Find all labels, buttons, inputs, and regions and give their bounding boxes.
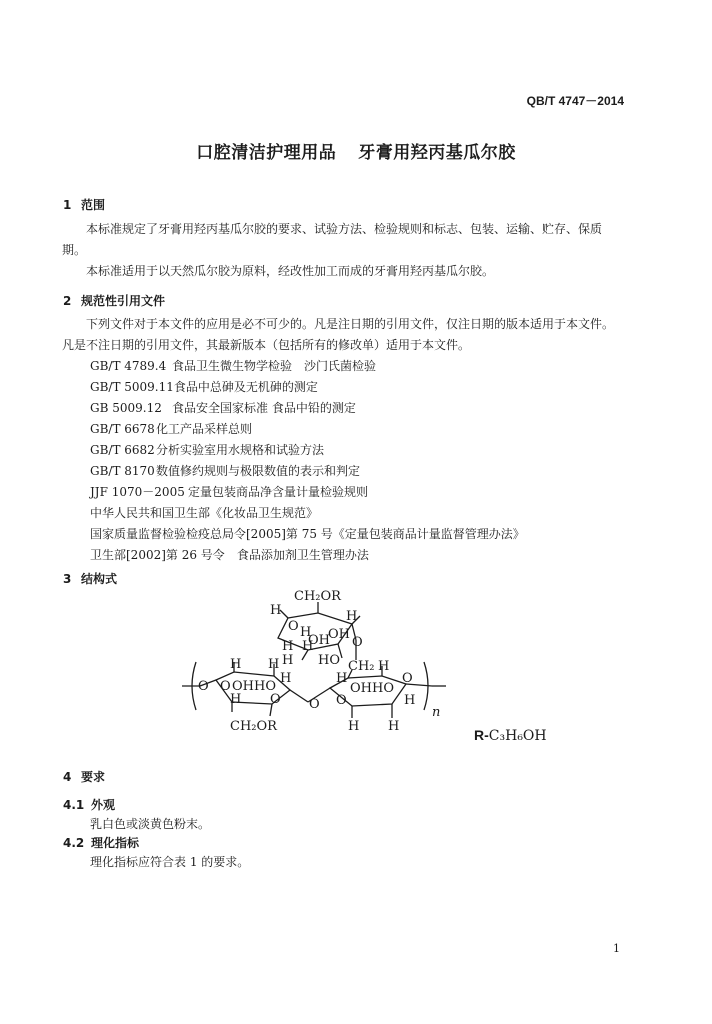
section-2-heading: 2 规范性引用文件 <box>63 294 166 308</box>
reference-item: JJF 1070－2005 定量包装商品净含量计量检验规则 <box>90 485 369 499</box>
r-group-definition: R-C₃H₆OH <box>474 727 547 744</box>
label-o: O <box>336 693 347 708</box>
reference-item: GB/T 4789.4 食品卫生微生物学检验 沙门氏菌检验 <box>90 359 377 373</box>
label-h: H <box>282 653 294 668</box>
label-h: H <box>378 659 390 674</box>
label-oh: OH <box>308 633 330 648</box>
label-ch2or-top: CH₂OR <box>294 589 341 604</box>
label-h: H <box>302 639 314 654</box>
reference-item: GB/T 5009.11食品中总砷及无机砷的测定 <box>90 380 318 394</box>
section-3-heading: 3 结构式 <box>63 572 118 586</box>
label-o: O <box>309 697 320 712</box>
label-o: O <box>352 635 363 650</box>
label-h: H <box>346 609 358 624</box>
label-h: H <box>282 639 294 654</box>
reference-item: GB/T 6678化工产品采样总则 <box>90 422 253 436</box>
label-h: H <box>404 693 416 708</box>
label-ohho-right: OHHO <box>350 681 394 696</box>
reference-item: 中华人民共和国卫生部《化妆品卫生规范》 <box>90 506 319 520</box>
title-part2: 牙膏用羟丙基瓜尔胶 <box>358 143 516 163</box>
label-o: O <box>402 671 413 686</box>
reference-item: 卫生部[2002]第 26 号令 食品添加剂卫生管理办法 <box>90 548 369 562</box>
section-4-2-heading: 4.2 理化指标 <box>63 836 140 850</box>
sec4-2-text: 理化指标应符合表 1 的要求。 <box>90 855 250 869</box>
sec2-intro-line-2: 凡是不注日期的引用文件，其最新版本（包括所有的修改单）适用于本文件。 <box>62 338 471 352</box>
label-h: H <box>230 692 242 707</box>
label-h: H <box>268 657 280 672</box>
structural-formula-diagram <box>170 580 470 745</box>
reference-item: GB 5009.12 食品安全国家标准 食品中铅的测定 <box>90 401 356 415</box>
label-h: H <box>230 657 242 672</box>
sec1-paragraph-1-line-1: 本标准规定了牙膏用羟丙基瓜尔胶的要求、试验方法、检验规则和标志、包装、运输、贮存、保质 <box>86 222 603 236</box>
label-n: n <box>432 705 441 720</box>
label-h: H <box>336 671 348 686</box>
label-h: H <box>280 671 292 686</box>
reference-item: 国家质量监督检验检疫总局令[2005]第 75 号《定量包装商品计量监督管理办法》 <box>90 527 525 541</box>
title-part1: 口腔清洁护理用品 <box>196 143 337 163</box>
sec1-paragraph-2: 本标准适用于以天然瓜尔胶为原料，经改性加工而成的牙膏用羟丙基瓜尔胶。 <box>86 264 495 278</box>
sec4-1-text: 乳白色或淡黄色粉末。 <box>90 817 211 831</box>
page-number: 1 <box>613 942 620 955</box>
section-4-1-heading: 4.1 外观 <box>63 798 116 812</box>
reference-item: GB/T 6682分析实验室用水规格和试验方法 <box>90 443 325 457</box>
sec1-paragraph-1-line-2: 期。 <box>62 243 87 257</box>
label-h: H <box>300 625 312 640</box>
label-ch2: CH₂ <box>348 659 375 674</box>
label-h: H <box>388 719 400 734</box>
label-ohho-left: OHHO <box>232 679 276 694</box>
page-title <box>0 138 712 163</box>
label-ch2or-bottom: CH₂OR <box>230 719 277 734</box>
label-o: O <box>288 619 299 634</box>
section-1-heading: 1 范围 <box>63 198 106 212</box>
standard-code: QB/T 4747－2014 <box>526 94 624 108</box>
section-4-heading: 4 要求 <box>63 770 106 784</box>
label-ho: HO <box>318 653 340 668</box>
label-h: H <box>348 719 360 734</box>
sec2-intro-line-1: 下列文件对于本文件的应用是必不可少的。凡是注日期的引用文件，仅注日期的版本适用于本文件。 <box>86 317 615 331</box>
label-oh: OH <box>328 627 350 642</box>
reference-item: GB/T 8170数值修约规则与极限数值的表示和判定 <box>90 464 361 478</box>
label-o: O <box>198 679 209 694</box>
label-h: H <box>270 603 282 618</box>
label-o: O <box>220 679 231 694</box>
label-o: O <box>270 692 281 707</box>
